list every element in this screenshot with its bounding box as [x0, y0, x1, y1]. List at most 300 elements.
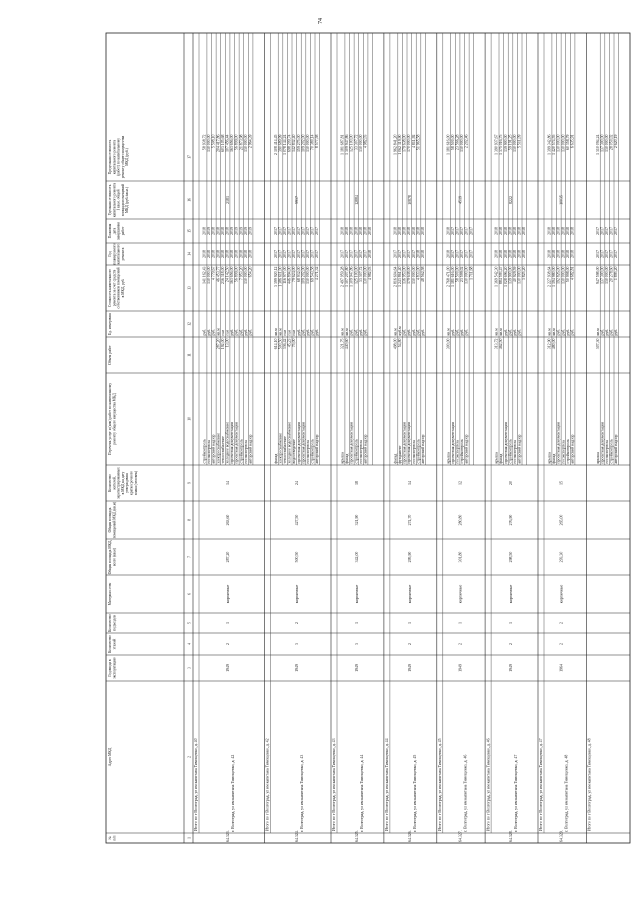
cell-col-unit: руб.: [513, 328, 518, 336]
cell-col-plan-year: 2018: [225, 250, 230, 258]
work-row: [359, 33, 364, 465]
cell-col-plan-year: 2017: [354, 250, 359, 258]
cell-col-works: фасад: [499, 453, 504, 464]
cell-col-plan-year: 2017: [393, 250, 398, 258]
cell-col-plan-year: 2018: [565, 250, 570, 258]
cell-col-limit-cost: 1 078 144,24: [283, 134, 288, 155]
cell-col-unit: руб.: [503, 328, 508, 336]
header-col-walls: Материал стен: [108, 582, 112, 606]
cell-col-limit-cost: 139 900,00: [503, 134, 508, 153]
cell-col-end-date: 2018: [398, 227, 403, 235]
work-row: [469, 33, 474, 465]
cell-col-year-built: 1949: [354, 664, 359, 672]
cell-col-address: г. Волгоград, ул им капитана Тимощенко, д. 43: [300, 754, 305, 832]
cell-col-unit: руб.: [600, 328, 605, 336]
cell-col-plan-year: 2018: [446, 250, 451, 258]
house-block: [194, 33, 264, 843]
cell-col-end-date: 2019: [248, 227, 253, 235]
cell-col-limit-cost: 1 181 687,81: [340, 134, 345, 155]
cell-col-limit-cost: 603 105,68: [220, 134, 225, 153]
cell-col-walls: кирпичные: [509, 584, 514, 604]
cell-col-end-date: 2017: [464, 227, 469, 235]
cell-col-limit-cost: 107 456,44: [225, 134, 230, 153]
cell-col-cost: 139 900,00: [508, 266, 513, 285]
cell-col-unit: руб.: [570, 328, 575, 336]
cell-col-limit-cost: 130 000,00: [460, 134, 465, 153]
cell-col-limit-cost: 2 964,39: [248, 134, 253, 149]
cell-col-works: авторский надзор: [315, 434, 320, 464]
cell-col-works: проектная документация: [296, 422, 301, 464]
work-row: [350, 33, 355, 465]
work-row: [614, 33, 619, 465]
cell-col-works: авторский надзор: [517, 434, 522, 464]
cell-col-unit: руб.: [605, 328, 610, 336]
work-row: [341, 33, 346, 465]
cell-col-cost: 4 833,00: [416, 266, 421, 281]
cell-col-plan-year: 2017: [402, 250, 407, 258]
cell-col-plan-year: 2017: [614, 250, 619, 258]
work-row: [393, 33, 398, 465]
column-number: 15: [187, 229, 192, 233]
cell-col-limit-cost: 4 811,92: [411, 134, 416, 148]
cell-col-limit-cost: 170 000,00: [407, 134, 412, 153]
cell-col-limit-cost: 1 181 616,00: [446, 134, 451, 155]
cell-col-plan-year: 2017: [407, 250, 412, 258]
cell-col-unit: кв.м: [340, 328, 345, 336]
work-row: [522, 33, 527, 465]
cell-col-cost: 137 300,00: [600, 266, 605, 285]
cell-col-unit: руб.: [421, 328, 426, 336]
cell-col-unit: кв.м: [393, 328, 398, 336]
work-row: [235, 33, 240, 465]
cell-col-limit-cost: 6 635,91: [570, 134, 575, 149]
cell-col-limit-cost: 159 275,00: [296, 134, 301, 153]
column-number-row: [188, 155, 192, 839]
column-number: 12: [187, 322, 192, 326]
work-row: [513, 33, 518, 465]
cell-col-works: проектная документация: [407, 422, 412, 464]
cell-col-area-premises: 265,00: [559, 514, 564, 526]
cell-col-end-date: 2018: [565, 227, 570, 235]
work-row: [407, 33, 412, 465]
cell-col-limit-cost: 1 062 119,90: [398, 134, 403, 155]
cell-col-walls: кирпичные: [226, 584, 231, 604]
cell-col-end-date: 2017: [595, 227, 600, 235]
cell-col-specific-cost: 10035: [559, 195, 564, 205]
cell-col-plan-year: 2017: [306, 250, 311, 258]
cell-col-area-total: 301,80: [458, 551, 463, 563]
cell-col-floors: 2: [407, 643, 412, 645]
cell-col-works: фасад: [273, 453, 278, 464]
cell-col-specific-cost: 2181: [226, 196, 231, 204]
cell-col-works: авторский надзор: [464, 434, 469, 464]
cell-col-works: стройконтроль: [565, 439, 570, 464]
cell-col-num: 64.323.: [226, 830, 231, 842]
cell-col-limit-cost: 130 000,00: [207, 134, 212, 153]
cell-col-works: госэкспертиза: [605, 440, 610, 464]
cell-col-works: стройконтроль: [239, 439, 244, 464]
cell-col-end-date: 2018: [570, 227, 575, 235]
cell-col-end-date: 2017: [605, 227, 610, 235]
column-number: 5: [187, 622, 192, 624]
cell-col-entrances: 2: [295, 622, 300, 624]
cell-col-limit-cost: 5 511,09: [517, 134, 522, 148]
cell-col-floors: 2: [509, 643, 514, 645]
work-row: [451, 33, 456, 465]
cell-col-cost: 56 899,00: [234, 266, 239, 283]
work-row: [216, 33, 221, 465]
cell-col-specific-cost: 10878: [407, 195, 412, 205]
cell-col-plan-year: 2017: [450, 250, 455, 258]
cell-col-plan-year: 2017: [278, 250, 283, 258]
column-number: 10: [187, 417, 192, 421]
house-total-label: Итого по г Волгоград, ул им капитана Тимощенко, д. 40: [194, 738, 199, 831]
cell-col-works: госэкспертиза: [306, 440, 311, 464]
cell-col-works: фасад: [393, 453, 398, 464]
cell-col-end-date: 2018: [446, 227, 451, 235]
cell-col-works: проектная документация: [402, 422, 407, 464]
cell-col-cost: 23 599,02: [460, 266, 465, 283]
work-row: [283, 33, 288, 465]
cell-col-works: проектная документация: [556, 422, 561, 464]
cell-col-plan-year: 2018: [239, 250, 244, 258]
cell-col-area-premises: 274,70: [407, 514, 412, 526]
cell-col-volume: 440,60: [345, 338, 350, 350]
header-col-specific-cost: Удельная стоимостькапитального ремонта1 кв.м. общейплощади помещенийМКД (руб./кв.м.): [108, 182, 130, 218]
cell-col-works: проектная документация: [234, 422, 239, 464]
cell-col-cost: 130 000,00: [561, 266, 566, 285]
house-total-label: Итого по г Волгоград, ул им капитана Тимощенко, д. 43: [332, 738, 337, 831]
cell-col-volume: 192,00: [220, 338, 225, 350]
cell-col-area-total: 298,50: [509, 551, 514, 563]
cell-col-cost: 50 998,00: [565, 266, 570, 283]
cell-col-residents: 15: [559, 481, 564, 485]
cell-col-address: г. Волгоград, ул им капитана Тимощенко, д. 46: [463, 754, 468, 832]
cell-col-works: проектная документация: [503, 422, 508, 464]
cell-col-volume: 307,30: [595, 338, 600, 350]
cell-col-walls: кирпичные: [559, 584, 564, 604]
cell-col-area-premises: 263,60: [226, 514, 231, 526]
cell-col-works: госэкспертиза: [358, 440, 363, 464]
work-row: [249, 33, 254, 465]
cell-col-end-date: 2017: [600, 227, 605, 235]
cell-col-limit-cost: 142 832,40: [292, 134, 297, 153]
cell-col-year-built: 1949: [509, 664, 514, 672]
cell-col-cost: 58 500,00: [455, 266, 460, 283]
work-row: [297, 33, 302, 465]
cell-col-plan-year: 2018: [234, 250, 239, 258]
house-total-label: Итого по г Волгоград, ул им капитана Тимощенко, д. 45: [438, 738, 442, 831]
cell-col-volume: 462,50: [499, 338, 504, 350]
column-number: 11: [187, 353, 192, 357]
cell-col-cost: 69 543,58: [310, 266, 315, 283]
cell-col-volume: 54,80: [398, 338, 403, 348]
cell-col-entrances: 1: [226, 622, 231, 624]
cell-col-unit: руб.: [248, 328, 253, 336]
cell-col-unit: руб.: [243, 328, 248, 336]
cell-col-end-date: 2019: [239, 227, 244, 235]
cell-col-area-total: 295,90: [407, 551, 412, 563]
house-block: [486, 33, 538, 843]
cell-col-end-date: 2017: [609, 227, 614, 235]
cell-col-unit: руб.: [517, 328, 522, 336]
cell-col-walls: кирпичные: [354, 584, 359, 604]
cell-col-num: 64.328.: [509, 830, 514, 842]
cell-col-limit-cost: 390 689,99: [278, 134, 283, 153]
cell-col-cost: 48 562,58: [421, 266, 426, 283]
cell-col-end-date: 2018: [517, 227, 522, 235]
cell-col-cost: 130 000,00: [517, 266, 522, 285]
cell-col-specific-cost: 4519: [458, 196, 463, 204]
cell-col-works: авторский надзор: [421, 434, 426, 464]
cell-col-works: стройконтроль: [416, 439, 421, 464]
cell-col-unit: кв.м: [547, 328, 552, 336]
header-col-plan-year: Годпланируемогокапитальногоремонта: [108, 243, 125, 265]
house-block: [266, 33, 332, 843]
cell-col-cost: 125 100,00: [354, 266, 359, 285]
cell-col-plan-year: 2017: [283, 250, 288, 258]
cell-col-plan-year: 2017: [349, 250, 354, 258]
cell-col-specific-cost: 5937: [295, 196, 300, 204]
cell-col-cost: 46 453,77: [216, 266, 221, 283]
cell-col-area-premises: 280,80: [458, 514, 463, 526]
house-block: [588, 33, 620, 831]
cell-col-limit-cost: 1 390 937,67: [494, 134, 499, 155]
cell-col-unit: руб.: [211, 328, 216, 336]
cell-col-unit: руб.: [301, 328, 306, 336]
cell-col-area-total: 287,20: [226, 551, 231, 563]
cell-col-limit-cost: 2 202,46: [464, 134, 469, 149]
cell-col-works: водоотведение: [292, 439, 297, 464]
cell-col-plan-year: 2017: [464, 250, 469, 258]
work-row: [499, 33, 504, 465]
cell-col-plan-year: 2017: [609, 250, 614, 258]
cell-col-plan-year: 2017: [310, 250, 315, 258]
cell-col-specific-cost: 12884: [354, 195, 359, 205]
cell-col-limit-cost: 1 399 342,86: [547, 134, 552, 155]
cell-col-end-date: 2017: [614, 227, 619, 235]
cell-col-unit: руб.: [455, 328, 460, 336]
column-number: 2: [187, 756, 192, 758]
table-header-row: [108, 135, 138, 840]
house-block: [438, 33, 485, 843]
cell-col-num: 64.326.: [407, 830, 412, 842]
work-row: [416, 33, 421, 465]
cell-col-plan-year: 2018: [522, 250, 527, 258]
cell-col-end-date: 2018: [411, 227, 416, 235]
cell-col-works: крыша: [595, 452, 600, 464]
cell-col-plan-year: 2018: [207, 250, 212, 258]
cell-col-plan-year: 2017: [315, 250, 320, 258]
cell-col-cost: 20 278,60: [609, 266, 614, 283]
cell-col-end-date: 2018: [421, 227, 426, 235]
rotated-table: [106, 33, 630, 843]
cell-col-cost: 2 227 938,64: [547, 266, 552, 287]
cell-col-end-date: 2018: [345, 227, 350, 235]
cell-col-end-date: 2019: [243, 227, 248, 235]
cell-col-cost: 1 309 947,86: [349, 266, 354, 287]
cell-col-cost: 116 977,00: [283, 266, 288, 284]
work-row: [311, 33, 316, 465]
cell-col-cost: 179 638,00: [407, 266, 412, 285]
cell-col-unit: руб.: [349, 328, 354, 336]
cell-col-address: г. Волгоград, ул им капитана Тимощенко, д. 44: [359, 754, 364, 832]
cell-col-unit: руб.: [402, 328, 407, 336]
cell-col-cost: 1 028 696,20: [503, 266, 508, 287]
cell-col-end-date: 2017: [315, 227, 320, 235]
column-number: 7: [187, 556, 192, 558]
cell-col-limit-cost: 130 000,00: [358, 134, 363, 153]
cell-col-cost: 1 386 611,00: [278, 266, 283, 287]
cell-col-works: холодное водоснабжение: [225, 421, 230, 464]
cell-col-entrances: 1: [509, 622, 514, 624]
work-row: [368, 33, 373, 465]
cell-col-limit-cost: 130 000,00: [513, 134, 518, 153]
cell-col-year-built: 1949: [295, 664, 300, 672]
cell-col-plan-year: 2017: [273, 250, 278, 258]
cell-col-cost: 236 318,00: [220, 266, 225, 285]
cell-col-end-date: 2018: [513, 227, 518, 235]
cell-col-plan-year: 2018: [230, 250, 235, 258]
cell-col-end-date: 2017: [283, 227, 288, 235]
cell-col-residents: 12: [458, 481, 463, 485]
cell-col-plan-year: 2017: [287, 250, 292, 258]
cell-col-volume: 13,00: [225, 338, 230, 348]
cell-col-plan-year: 2018: [416, 250, 421, 258]
column-number: 9: [187, 482, 192, 484]
column-number: 4: [187, 643, 192, 645]
cell-col-cost: 141 162,43: [202, 266, 207, 285]
cell-col-unit: руб.: [310, 328, 315, 336]
cell-col-unit: руб.: [464, 328, 469, 336]
cell-col-end-date: 2018: [368, 227, 373, 235]
work-row: [278, 33, 283, 465]
cell-col-works: крыша: [547, 452, 552, 464]
work-row: [288, 33, 293, 465]
cell-col-cost: 1 307 207,80: [345, 266, 350, 287]
cell-col-plan-year: 2017: [600, 250, 605, 258]
cell-col-end-date: 2018: [508, 227, 513, 235]
cell-col-entrances: 1: [407, 622, 412, 624]
cell-col-cost: 130 000,00: [306, 266, 311, 285]
cell-col-address: г. Волгоград, ул им капитана Тимощенко, д. 48: [564, 754, 569, 832]
cell-col-cost: 3 399 920,12: [273, 266, 278, 287]
cell-col-cost: 2 497 959,28: [340, 266, 345, 287]
cell-col-plan-year: 2017: [455, 250, 460, 258]
column-number: 8: [187, 519, 192, 521]
cell-col-end-date: 2018: [556, 227, 561, 235]
cell-col-works: госэкспертиза: [455, 440, 460, 464]
cell-col-limit-cost: 698 209,74: [287, 134, 292, 153]
cell-col-end-date: 2019: [207, 227, 212, 235]
cell-col-plan-year: 2018: [248, 250, 253, 258]
header-col-cost: Стоимость капитальногоремонта за счет средствсобственников помещенийв МКД, руб.: [108, 267, 125, 309]
work-row: [301, 33, 306, 465]
cell-col-cost: 2 768 471,00: [446, 266, 451, 287]
cell-col-cost: 4 682,81: [570, 266, 575, 281]
cell-col-cost: 3 825,20: [522, 266, 527, 281]
cell-col-address: г. Волгоград, ул им капитана Тимощенко, д. 42: [231, 754, 236, 832]
cell-col-end-date: 2018: [561, 227, 566, 235]
house-total-label: Итого по г Волгоград, ул им капитана Тимощенко, д. 48: [587, 738, 592, 831]
work-row: [456, 33, 461, 465]
cell-col-end-date: 2018: [407, 227, 412, 235]
column-number: 14: [187, 252, 192, 256]
cell-col-volume: 480,00: [552, 338, 557, 350]
work-row: [412, 33, 417, 465]
cell-col-end-date: 2018: [499, 227, 504, 235]
work-row: [239, 33, 244, 465]
cell-col-works: проектная документация: [301, 422, 306, 464]
work-row: [600, 33, 605, 465]
work-row: [557, 33, 562, 465]
header-col-limit-cost: Предельная стоимостькапитального ремонта(работ) по капитальномуремонту общего имуществаМКД (руб.): [108, 135, 130, 179]
cell-col-end-date: 2017: [278, 227, 283, 235]
cell-col-volume: 300,00: [446, 338, 451, 350]
work-row: [221, 33, 226, 465]
cell-col-works: теплоснабжение: [220, 436, 225, 464]
cell-col-unit: кв.м: [494, 328, 499, 336]
cell-col-address: г. Волгоград, ул им капитана Тимощенко, д. 47: [514, 754, 519, 832]
cell-col-cost: 654,20: [248, 266, 253, 278]
cell-col-cost: 109 202,00: [301, 266, 306, 285]
cell-col-limit-cost: 125 100,00: [349, 134, 354, 153]
cell-col-plan-year: 2017: [340, 250, 345, 258]
cell-col-year-built: 1949: [458, 664, 463, 672]
cell-col-unit: п.м: [292, 329, 297, 336]
cell-col-unit: руб.: [230, 328, 235, 336]
work-row: [244, 33, 249, 465]
cell-col-end-date: 2018: [402, 227, 407, 235]
cell-col-end-date: 2018: [552, 227, 557, 235]
cell-col-plan-year: 2017: [301, 250, 306, 258]
cell-col-works: госэкспертиза: [513, 440, 518, 464]
cell-col-limit-cost: 130 000,00: [561, 134, 566, 153]
cell-col-limit-cost: 21 873,98: [239, 134, 244, 151]
cell-col-works: авторский надзор: [248, 434, 253, 464]
house-total-label: Итого по г Волгоград, ул им капитана Тимощенко, д. 44: [385, 738, 390, 831]
column-number: 6: [187, 593, 192, 595]
work-row: [508, 33, 513, 465]
cell-col-plan-year: 2018: [494, 250, 499, 258]
cell-col-plan-year: 2018: [368, 250, 373, 258]
cell-col-works: стройконтроль: [354, 439, 359, 464]
work-row: [226, 33, 231, 465]
cell-col-limit-cost: 130 000,00: [556, 134, 561, 153]
cell-col-cost: 130 000,00: [464, 266, 469, 285]
cell-col-plan-year: 2017: [398, 250, 403, 258]
cell-col-unit: руб.: [411, 328, 416, 336]
cell-col-works: госэкспертиза: [411, 440, 416, 464]
cell-col-unit: руб.: [565, 328, 570, 336]
cell-col-cost: 1 369 542,30: [494, 266, 499, 287]
header-col-residents: Количествожителей,зарегистрированныхв МКД на датуутверждениякраткосрочногоплана (человек): [108, 467, 138, 499]
header-col-area-premises: Общая площадьпомещений МКД (кв.м): [108, 501, 117, 539]
header-col-address: Адрес МКД: [108, 747, 112, 767]
work-row: [398, 33, 403, 465]
cell-col-plan-year: 2018: [216, 250, 221, 258]
cell-col-unit: кв.м: [216, 328, 221, 336]
cell-col-floors: 3: [295, 643, 300, 645]
cell-col-limit-cost: 51 965,58: [416, 134, 421, 151]
cell-col-unit: п.м: [225, 329, 230, 336]
cell-col-unit: руб.: [306, 328, 311, 336]
cell-col-plan-year: 2018: [570, 250, 575, 258]
header-col-floors: Количествоэтажей: [108, 635, 117, 653]
work-row: [495, 33, 500, 465]
header-col-works: Перечень услуг и (или) работ по капитальномуремонту общего имущества МКД: [108, 382, 117, 456]
cell-col-residents: 24: [295, 481, 300, 485]
